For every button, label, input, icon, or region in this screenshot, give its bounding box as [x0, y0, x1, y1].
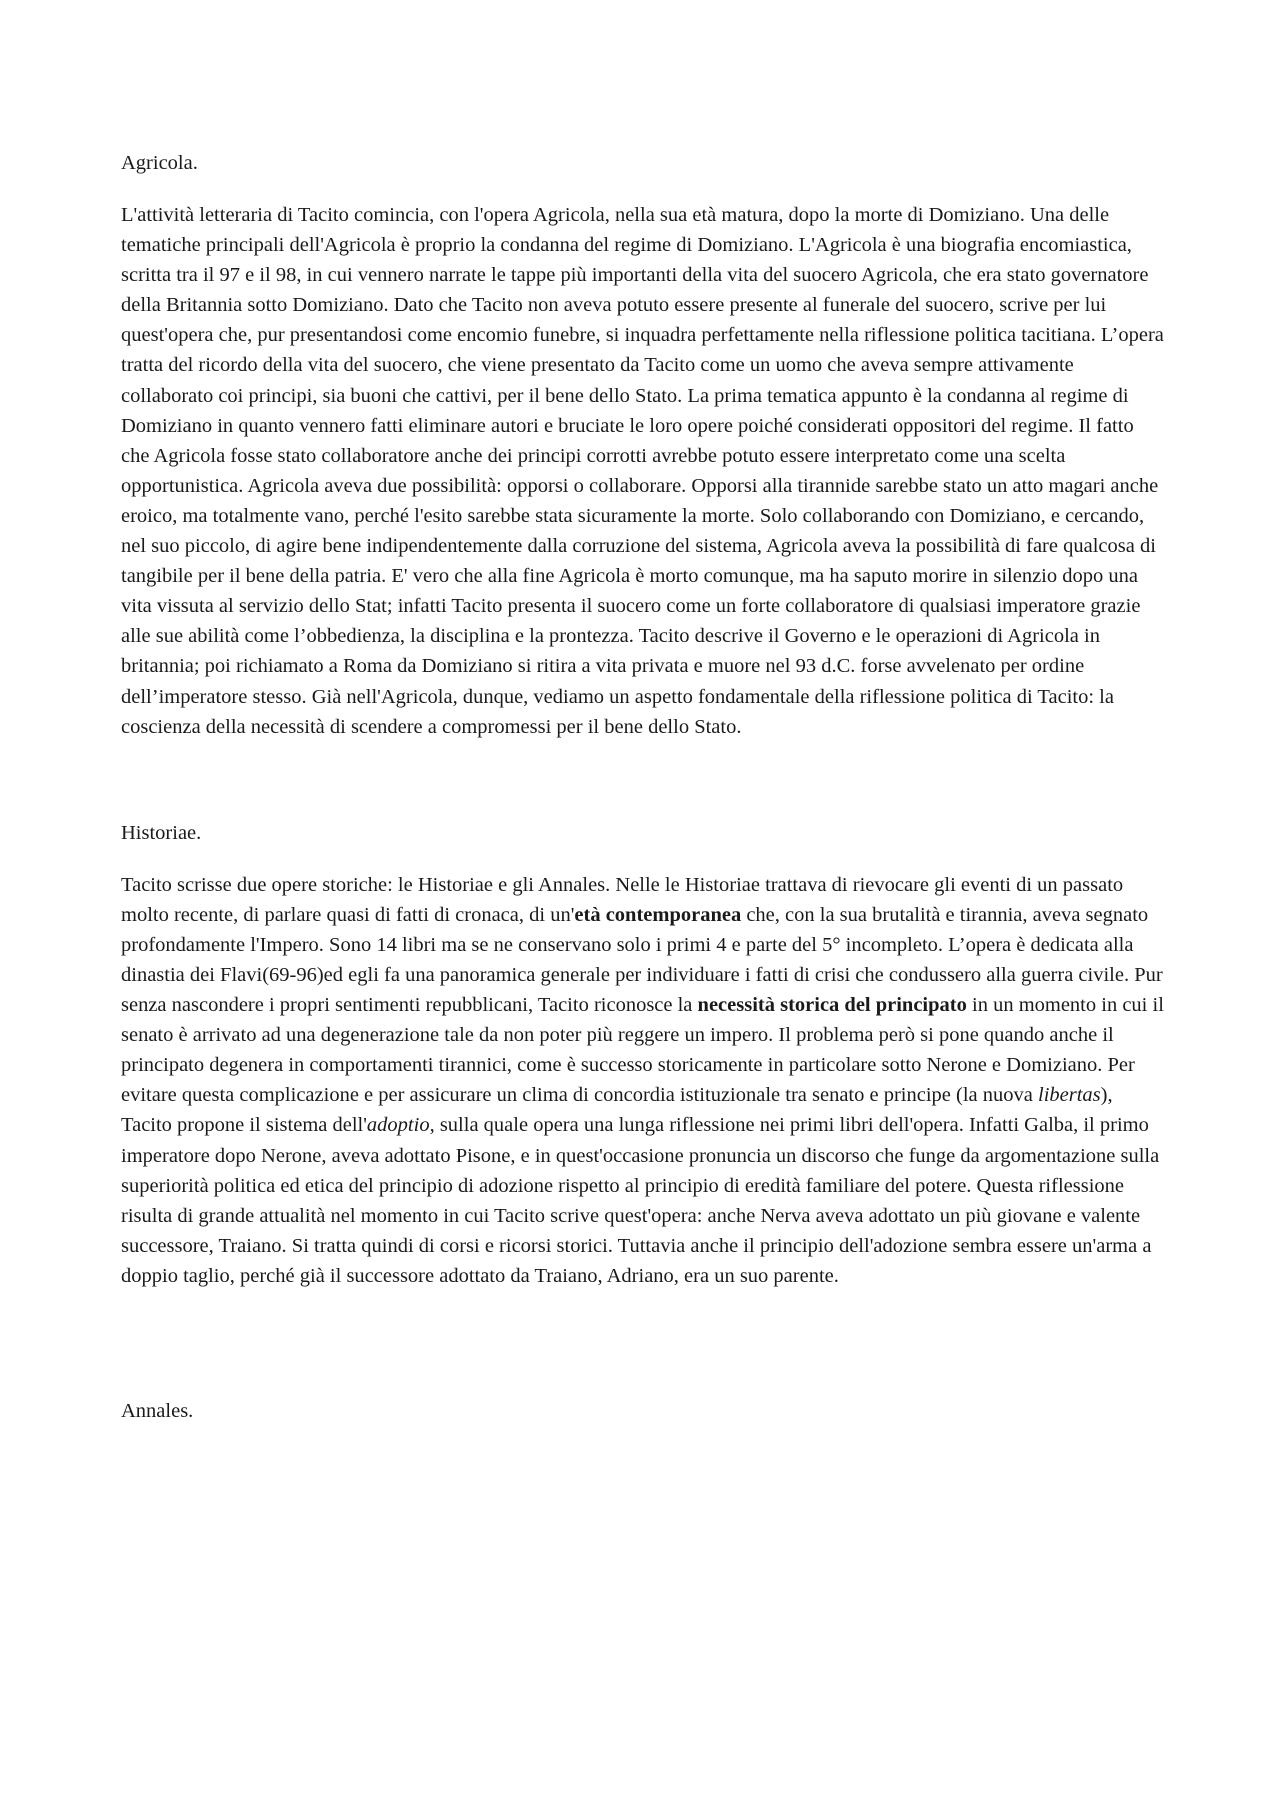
- paragraph-agricola: [121, 200, 1166, 742]
- bold-text: età contemporanea: [574, 903, 742, 926]
- paragraph-text: ), Tacito propone il sistema dell': [121, 1084, 1113, 1137]
- italic-text: adoptio: [366, 1114, 430, 1137]
- section-heading-annales: Annales.: [121, 1400, 194, 1422]
- paragraph-historiae: [121, 870, 1166, 1291]
- paragraph-text: L'attività letteraria di Tacito comincia, con l'opera Agricola, nella sua età matura, dopo la morte di Domiziano. Una delle tematiche principali dell'Agricola è proprio la condanna del regime di Domiziano. L'Agricola è una biografia encomiastica, scritta tra il 97 e il 98, in cui vennero narrate le tappe più importanti della vita del suocero Agricola, che era stato governatore della Britannia sotto Domiziano. Dato che Tacito non aveva potuto essere presente al funerale del suocero, scrive per lui quest'opera che, pur presentandosi come encomio funebre, si inquadra perfettamente nella riflessione politica tacitiana. L’opera tratta del ricordo della vita del suocero, che viene presentato da Tacito come un uomo che aveva sempre attivamente collaborato coi principi, sia buoni che cattivi, per il bene dello Stato. La prima tematica appunto è la condanna al regime di Domiziano in quanto vennero fatti eliminare autori e bruciate le loro opere poiché considerati oppositori del regime. Il fatto che Agricola fosse stato collaboratore anche dei principi corrotti avrebbe potuto essere interpretato come una scelta opportunistica. Agricola aveva due possibilità: opporsi o collaborare. Opporsi alla tirannide sarebbe stato un atto magari anche eroico, ma totalmente vano, perché l'esito sarebbe stata sicuramente la morte. Solo collaborando con Domiziano, e cercando, nel suo piccolo, di agire bene indipendentemente dalla corruzione del sistema, Agricola aveva la possibilità di fare qualcosa di tangibile per il bene della patria. E' vero che alla fine Agricola è morto comunque, ma ha saputo morire in silenzio dopo una vita vissuta al servizio dello Stat; infatti Tacito presenta il suocero come un forte collaboratore di qualsiasi imperatore grazie alle sue abilità come l’obbedienza, la disciplina e la prontezza. Tacito descrive il Governo e le operazioni di Agricola in britannia; poi richiamato a Roma da Domiziano si ritira a vita privata e muore nel 93 d.C. forse avvelenato per ordine dell’imperatore stesso. Già nell'Agricola, dunque, vediamo un aspetto fondamentale della riflessione politica di Tacito: la coscienza della necessità di scendere a compromessi per il bene dello Stato.: [121, 204, 1164, 738]
- document-page: [121, 148, 1166, 1426]
- section-heading-historiae: Historiae.: [121, 821, 202, 844]
- paragraph-text: in un momento in cui il senato è arrivato ad una degenerazione tale da non poter più reggere un impero. Il problema però si pone quando anche il principato degenera in comportamenti tirannici, come è successo storicamente in particolare sotto Nerone e Domiziano. Per evitare questa complicazione e per assicurare un clima di concordia istituzionale tra senato e principe (la nuova: [121, 994, 1164, 1107]
- section-historiae: [121, 818, 1166, 1291]
- bold-text: necessità storica del principato: [697, 994, 967, 1017]
- paragraph-text: Tacito scrisse due opere storiche: le Historiae e gli Annales. Nelle le Historiae trattava di rievocare gli eventi di un passato molto recente, di parlare quasi di fatti di cronaca, di un': [121, 873, 1124, 926]
- paragraph-text: , sulla quale opera una lunga riflessione nei primi libri dell'opera. Infatti Galba, il primo imperatore dopo Nerone, aveva adottato Pisone, e in quest'occasione pronuncia un discorso che funge da argomentazione sulla superiorità politica ed etica del principio di adozione rispetto al principio di eredità familiare del potere. Questa riflessione risulta di grande attualità nel momento in cui Tacito scrive quest'opera: anche Nerva aveva adottato un più giovane e valente successore, Traiano. Si tratta quindi di corsi e ricorsi storici. Tuttavia anche il principio dell'adozione sembra essere un'arma a doppio taglio, perché già il successore adottato da Traiano, Adriano, era un suo parente.: [121, 1114, 1160, 1287]
- section-annales: [121, 1396, 1166, 1426]
- paragraph-text: che, con la sua brutalità e tirannia, aveva segnato profondamente l'Impero. Sono 14 libri ma se ne conservano solo i primi 4 e parte del 5° incompleto. L’opera è dedicata alla dinastia dei Flavi(69-96)ed egli fa una panoramica generale per individuare i fatti di crisi che condussero alla guerra civile. Pur senza nascondere i propri sentimenti repubblicani, Tacito riconosce la: [121, 903, 1163, 1017]
- italic-text: libertas: [1038, 1084, 1101, 1107]
- section-agricola: [121, 148, 1166, 742]
- section-heading-agricola: Agricola.: [121, 152, 198, 174]
